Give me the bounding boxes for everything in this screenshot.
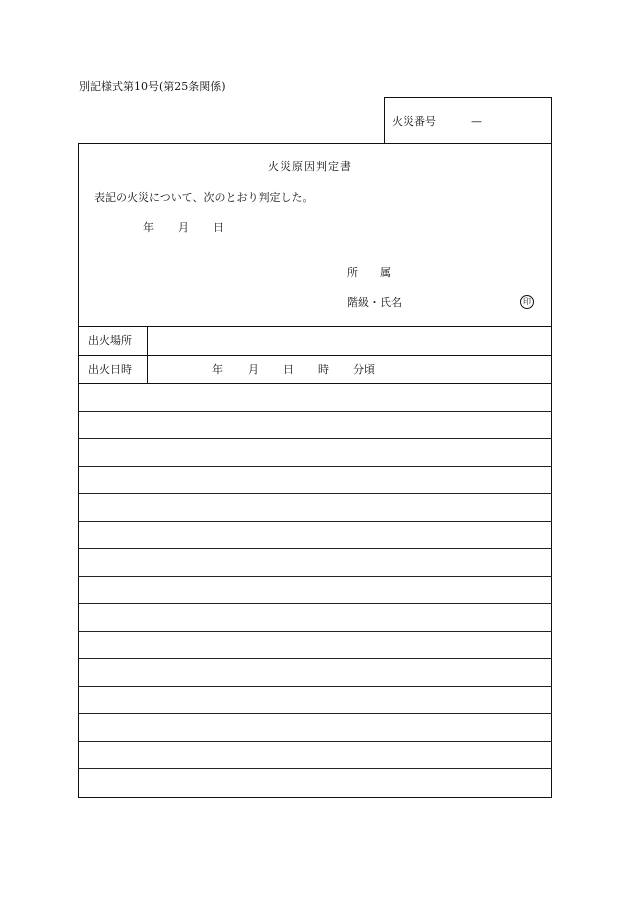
datetime-row-top-border	[78, 355, 552, 356]
date-day-label: 日	[213, 221, 224, 234]
ruled-line	[78, 686, 552, 687]
ruled-line	[78, 548, 552, 549]
judgment-statement: 表記の火災について、次のとおり判定した。	[94, 191, 314, 204]
ruled-line	[78, 466, 552, 467]
location-row-top-border	[78, 326, 552, 327]
ruled-line	[78, 741, 552, 742]
judgment-form	[78, 143, 552, 798]
document-title: 火災原因判定書	[268, 160, 352, 173]
datetime-hour-unit: 時	[318, 363, 329, 376]
ruled-line	[78, 768, 552, 769]
ruled-line	[78, 521, 552, 522]
fire-number-dash: —	[471, 115, 482, 128]
datetime-day-unit: 日	[283, 363, 294, 376]
date-month-label: 月	[178, 221, 189, 234]
fire-datetime-label: 出火日時	[88, 363, 132, 376]
fire-location-label: 出火場所	[88, 334, 132, 347]
rank-name-label: 階級・氏名	[347, 296, 402, 309]
date-year-label: 年	[143, 221, 154, 234]
seal-mark-icon: 印	[520, 295, 534, 309]
affiliation-label: 所 属	[347, 266, 391, 279]
ruled-line	[78, 658, 552, 659]
datetime-year-unit: 年	[212, 363, 223, 376]
datetime-month-unit: 月	[248, 363, 259, 376]
ruled-area-top-border	[78, 383, 552, 384]
ruled-line	[78, 603, 552, 604]
ruled-line	[78, 493, 552, 494]
ruled-line	[78, 411, 552, 412]
datetime-minute-unit: 分頃	[353, 363, 375, 376]
ruled-line	[78, 576, 552, 577]
ruled-line	[78, 631, 552, 632]
form-reference: 別記様式第10号(第25条関係)	[79, 80, 226, 93]
ruled-line	[78, 438, 552, 439]
fire-number-label: 火災番号	[392, 115, 436, 128]
ruled-line	[78, 713, 552, 714]
